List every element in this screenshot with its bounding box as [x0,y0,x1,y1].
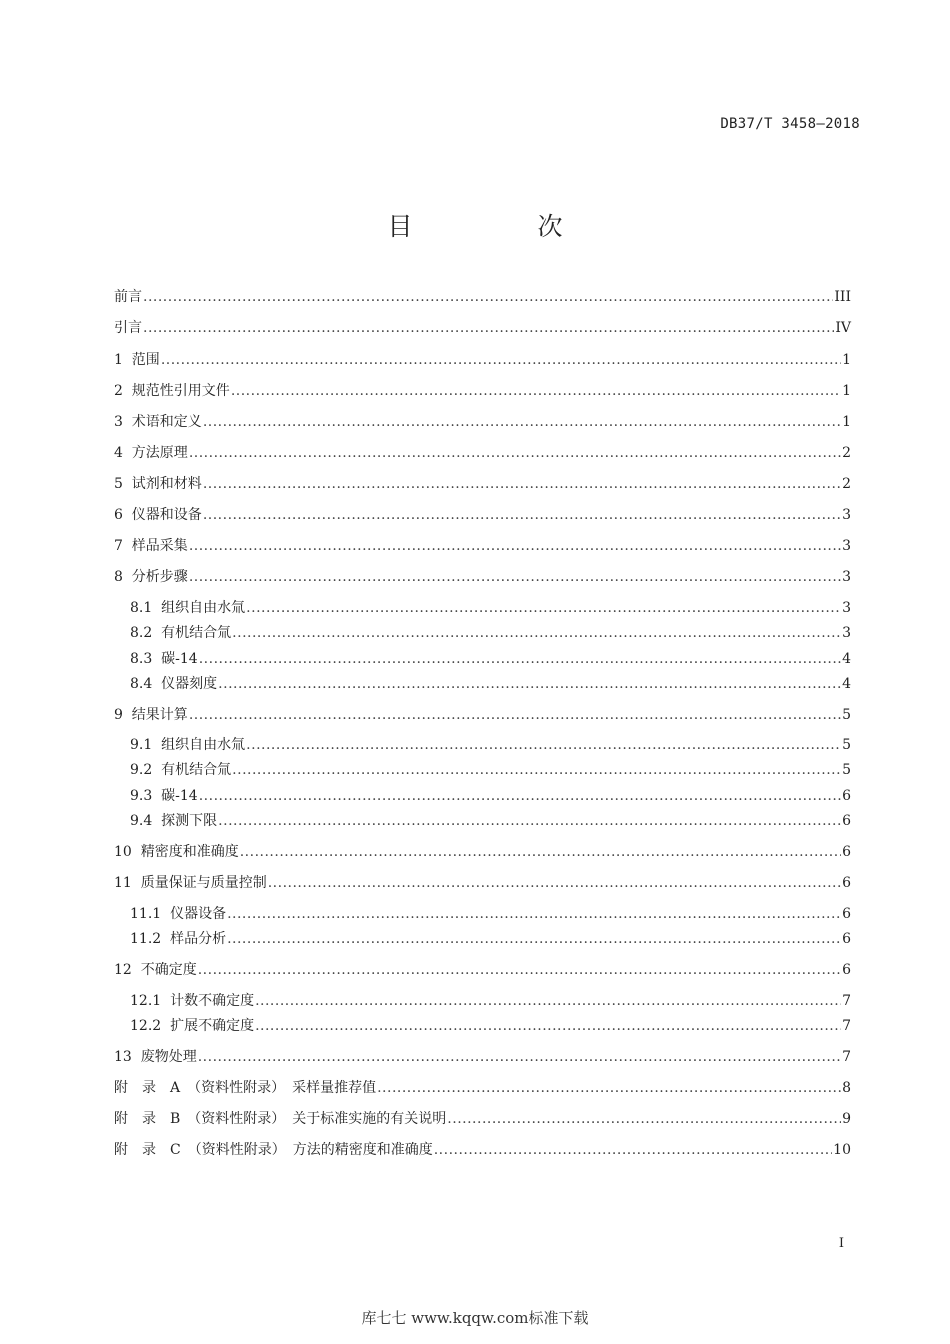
toc-leader-dots [189,566,841,588]
toc-entry-page: 4 [842,676,851,692]
toc-entry-label: 前言 [114,289,142,305]
toc-entry-page: 7 [842,1018,851,1034]
toc-leader-dots [198,1046,841,1068]
toc-entry[interactable] [114,1046,851,1068]
toc-leader-dots [189,442,841,464]
toc-leader-dots [203,504,841,526]
toc-entry[interactable] [114,504,851,526]
toc-entry[interactable] [130,990,851,1012]
toc-entry-page: 6 [842,875,851,891]
toc-entry-page: 7 [842,993,851,1009]
toc-entry-page: 3 [842,569,851,585]
toc-entry[interactable] [114,349,851,371]
toc-entry[interactable] [114,411,851,433]
toc-leader-dots [199,785,841,807]
toc-entry-page: IV [835,320,851,336]
toc-entry[interactable] [114,380,851,402]
toc-entry-page: 6 [842,962,851,978]
toc-entry-page: 7 [842,1049,851,1065]
toc-entry-label: 9.1 组织自由水氚 [130,737,246,753]
page-number: I [838,1236,844,1251]
toc-entry-page: 9 [842,1111,851,1127]
toc-entry-label: 7 样品采集 [114,538,188,554]
toc-leader-dots [240,841,841,863]
toc-entry[interactable] [114,566,851,588]
toc-entry-page: III [834,289,851,305]
toc-entry[interactable] [114,1108,851,1130]
toc-entry-label: 1 范围 [114,352,160,368]
toc-entry[interactable] [130,648,851,670]
toc-leader-dots [203,473,841,495]
toc-entry[interactable] [114,959,851,981]
toc-leader-dots [227,928,841,950]
toc-leader-dots [161,349,841,371]
toc-entry-page: 5 [842,762,851,778]
toc-entry[interactable] [130,928,851,950]
toc-leader-dots [246,597,841,619]
toc-entry-label: 8.1 组织自由水氚 [130,600,246,616]
toc-leader-dots [246,734,841,756]
toc-entry-page: 6 [842,788,851,804]
toc-entry-label: 9.3 碳-14 [130,788,198,804]
page-title: 目 次 [387,212,613,241]
toc-entry-page: 8 [842,1080,851,1096]
toc-leader-dots [255,1015,841,1037]
toc-entry-label: 6 仪器和设备 [114,507,202,523]
toc-entry-label: 10 精密度和准确度 [114,844,239,860]
toc-leader-dots [232,759,841,781]
toc-leader-dots [268,872,841,894]
toc-entry-page: 3 [842,538,851,554]
toc-entry[interactable] [114,535,851,557]
toc-leader-dots [198,959,841,981]
toc-entry-page: 2 [842,445,851,461]
toc-entry-page: 6 [842,813,851,829]
toc-entry-label: 附 录 B （资料性附录） 关于标准实施的有关说明 [114,1111,447,1127]
toc-entry-label: 4 方法原理 [114,445,188,461]
toc-entry[interactable] [114,473,851,495]
toc-entry-page: 2 [842,476,851,492]
toc-entry-page: 5 [842,707,851,723]
toc-leader-dots [434,1139,832,1161]
toc-entry-label: 9.4 探测下限 [130,813,218,829]
toc-leader-dots [218,810,841,832]
toc-entry[interactable] [114,841,851,863]
toc-entry-label: 8.4 仪器刻度 [130,676,218,692]
toc-entry-label: 11.2 样品分析 [130,931,227,947]
toc-entry-label: 附 录 C （资料性附录） 方法的精密度和准确度 [114,1142,433,1158]
toc-leader-dots [189,704,841,726]
toc-leader-dots [447,1108,841,1130]
toc-leader-dots [199,648,841,670]
toc-entry-page: 3 [842,507,851,523]
toc-entry-label: 2 规范性引用文件 [114,383,230,399]
toc-entry-label: 12 不确定度 [114,962,197,978]
toc-entry[interactable] [130,759,851,781]
toc-entry[interactable] [114,317,851,339]
toc-leader-dots [143,286,833,308]
toc-entry-label: 3 术语和定义 [114,414,202,430]
toc-leader-dots [255,990,841,1012]
toc-entry-page: 10 [833,1142,851,1158]
toc-entry[interactable] [130,903,851,925]
toc-entry-label: 附 录 A （资料性附录） 采样量推荐值 [114,1080,377,1096]
toc-entry[interactable] [114,442,851,464]
toc-entry-page: 1 [842,383,851,399]
toc-entry[interactable] [130,1015,851,1037]
toc-leader-dots [227,903,841,925]
toc-entry[interactable] [114,704,851,726]
toc-leader-dots [203,411,841,433]
toc-entry[interactable] [130,785,851,807]
toc-entry-label: 13 废物处理 [114,1049,197,1065]
toc-entry-page: 4 [842,651,851,667]
toc-entry-label: 11 质量保证与质量控制 [114,875,267,891]
toc-entry-label: 12.2 扩展不确定度 [130,1018,255,1034]
toc-entry-page: 1 [842,414,851,430]
toc-leader-dots [231,380,841,402]
toc-entry[interactable] [130,734,851,756]
footer-watermark: 库七七 www.kqqw.com标准下载 [361,1309,589,1327]
toc-entry-label: 12.1 计数不确定度 [130,993,255,1009]
toc-entry[interactable] [114,1077,851,1099]
toc-entry[interactable] [130,673,851,695]
toc-leader-dots [189,535,841,557]
toc-entry[interactable] [114,286,851,308]
toc-entry-label: 9 结果计算 [114,707,188,723]
toc-entry-label: 引言 [114,320,142,336]
toc-entry-page: 6 [842,931,851,947]
toc-entry-label: 9.2 有机结合氚 [130,762,232,778]
toc-entry[interactable] [114,1139,851,1161]
toc-entry[interactable] [130,597,851,619]
toc-leader-dots [232,622,841,644]
toc-entry-label: 8.2 有机结合氚 [130,625,232,641]
toc-entry-page: 1 [842,352,851,368]
toc-leader-dots [143,317,834,339]
toc-entry[interactable] [130,622,851,644]
toc-entry-label: 5 试剂和材料 [114,476,202,492]
toc-entry[interactable] [130,810,851,832]
toc-entry-label: 8.3 碳-14 [130,651,198,667]
toc-leader-dots [377,1077,841,1099]
toc-entry-page: 6 [842,844,851,860]
toc-entry[interactable] [114,872,851,894]
toc-entry-label: 11.1 仪器设备 [130,906,227,922]
toc-entry-page: 6 [842,906,851,922]
toc-leader-dots [218,673,841,695]
toc-entry-page: 3 [842,600,851,616]
toc-entry-page: 5 [842,737,851,753]
toc-entry-label: 8 分析步骤 [114,569,188,585]
document-code: DB37/T 3458—2018 [720,116,860,132]
toc-entry-page: 3 [842,625,851,641]
